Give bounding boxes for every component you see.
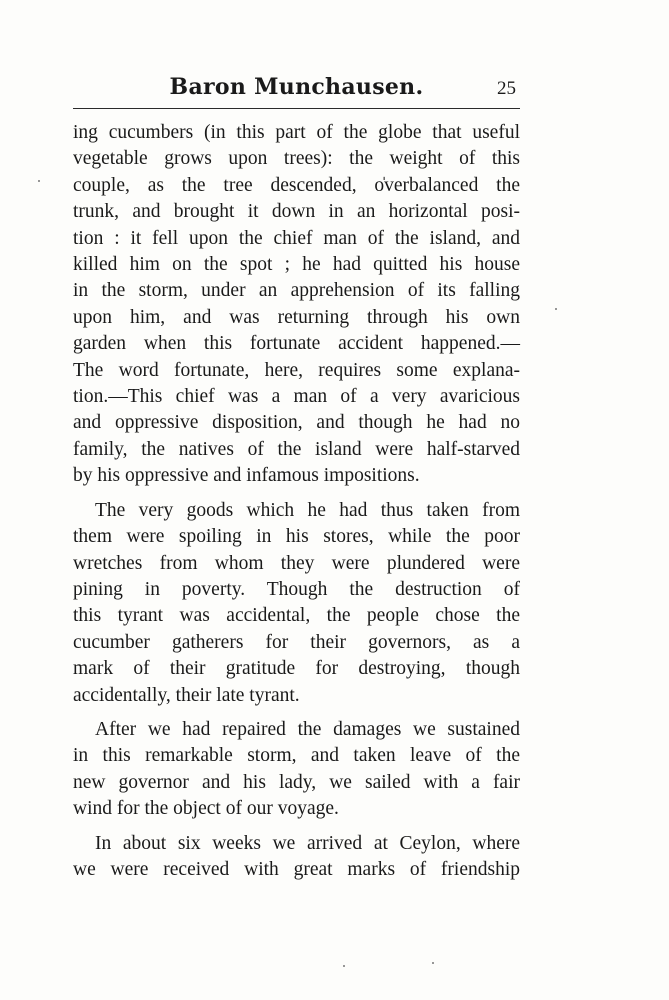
text-line: new governor and his lady, we sailed with a fair — [73, 771, 520, 793]
text-line: family, the natives of the island were half-starved — [73, 438, 520, 460]
text-line: The very goods which he had thus taken from — [95, 499, 520, 521]
paper-speck — [38, 180, 40, 182]
text-line: them were spoiling in his stores, while the poor — [73, 526, 520, 548]
text-line: In about six weeks we arrived at Ceylon, where — [95, 832, 520, 854]
text-line: and oppressive disposition, and though he had no — [73, 412, 520, 434]
text-line: in the storm, under an apprehension of its falling — [73, 280, 520, 302]
text-line: couple, as the tree descended, o̍verbalanced the — [73, 174, 520, 196]
paragraph-3 — [73, 717, 520, 823]
text-line: pining in poverty. Though the destruction of — [73, 578, 520, 600]
text-line: tion : it fell upon the chief man of the island, and — [73, 227, 520, 249]
text-line: this tyrant was accidental, the people chose the — [73, 605, 520, 627]
running-title: Baron Munchausen. — [169, 74, 424, 100]
body-text — [73, 120, 520, 883]
text-line: The word fortunate, here, requires some explana- — [73, 359, 520, 381]
paragraph-1 — [73, 120, 520, 490]
paper-speck — [555, 308, 557, 310]
running-head — [73, 72, 520, 106]
paragraph-4 — [73, 831, 520, 884]
text-line: garden when this fortunate accident happened.— — [73, 333, 520, 355]
paper-speck — [343, 965, 345, 967]
text-line: we were received with great marks of friendship — [73, 858, 520, 880]
page-number: 25 — [497, 78, 516, 99]
text-line: mark of their gratitude for destroying, though — [73, 658, 520, 680]
text-line: After we had repaired the damages we sustained — [95, 718, 520, 740]
text-line: trunk, and brought it down in an horizontal posi- — [73, 201, 520, 223]
text-line: upon him, and was returning through his own — [73, 306, 520, 328]
text-line: wretches from whom they were plundered were — [73, 552, 520, 574]
text-line: ing cucumbers (in this part of the globe that useful — [73, 122, 520, 143]
text-line: tion.—This chief was a man of a very avaricious — [73, 386, 520, 408]
text-line: wind for the object of our voyage. — [73, 798, 339, 820]
text-line: killed him on the spot ; he had quitted his house — [73, 254, 520, 276]
text-line: in this remarkable storm, and taken leave of the — [73, 745, 520, 767]
header-rule — [73, 108, 520, 109]
text-line: by his oppressive and infamous impositions. — [73, 465, 420, 487]
paragraph-2 — [73, 498, 520, 709]
text-line: cucumber gatherers for their governors, as a — [73, 631, 520, 653]
text-line: vegetable grows upon trees): the weight of this — [73, 148, 520, 170]
text-line: accidentally, their late tyrant. — [73, 684, 300, 706]
paper-speck — [432, 962, 434, 964]
